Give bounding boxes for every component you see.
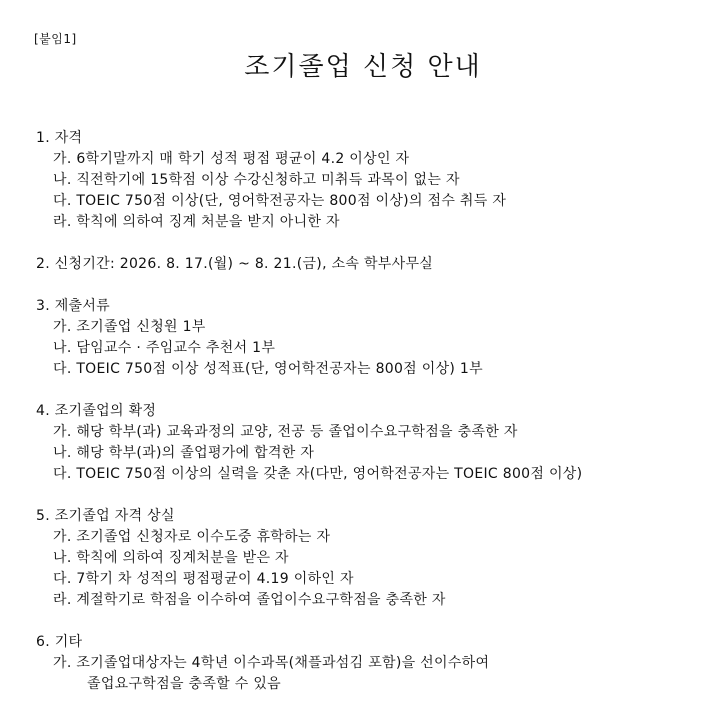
list-item: 가. 해당 학부(과) 교육과정의 교양, 전공 등 졸업이수요구학점을 충족한 자 bbox=[53, 424, 518, 440]
section-heading: 1. 자격 bbox=[36, 130, 83, 146]
section-application-period bbox=[36, 254, 716, 275]
list-item: 가. 조기졸업 신청원 1부 bbox=[53, 319, 206, 335]
list-item: 나. 학칙에 의하여 징계처분을 받은 자 bbox=[53, 550, 289, 566]
list-item: 나. 해당 학부(과)의 졸업평가에 합격한 자 bbox=[53, 445, 315, 461]
section-heading: 4. 조기졸업의 확정 bbox=[36, 403, 157, 419]
list-item: 다. 7학기 차 성적의 평점평균이 4.19 이하인 자 bbox=[53, 571, 354, 587]
attachment-label: [붙임1] bbox=[34, 32, 77, 46]
list-item: 다. TOEIC 750점 이상 성적표(단, 영어학전공자는 800점 이상) 1부 bbox=[53, 361, 483, 377]
list-item: 다. TOEIC 750점 이상의 실력을 갖춘 자(다만, 영어학전공자는 TOEIC 800점 이상) bbox=[53, 466, 583, 482]
page-title: 조기졸업 신청 안내 bbox=[244, 52, 482, 82]
list-item: 가. 조기졸업대상자는 4학년 이수과목(채플과섬김 포함)을 선이수하여 bbox=[53, 655, 490, 671]
section-qualification bbox=[36, 128, 716, 233]
list-item: 가. 조기졸업 신청자로 이수도중 휴학하는 자 bbox=[53, 529, 331, 545]
list-item-continuation: 졸업요구학점을 충족할 수 있음 bbox=[87, 676, 281, 692]
list-item: 다. TOEIC 750점 이상(단, 영어학전공자는 800점 이상)의 점수 취득 자 bbox=[53, 193, 507, 209]
section-heading: 5. 조기졸업 자격 상실 bbox=[36, 508, 175, 524]
document-body bbox=[36, 128, 716, 695]
section-heading: 2. 신청기간: 2026. 8. 17.(월) ~ 8. 21.(금), 소속 학부사무실 bbox=[36, 256, 434, 272]
section-other bbox=[36, 632, 716, 695]
list-item: 나. 직전학기에 15학점 이상 수강신청하고 미취득 과목이 없는 자 bbox=[53, 172, 460, 188]
section-heading: 6. 기타 bbox=[36, 634, 83, 650]
list-item: 라. 학칙에 의하여 징계 처분을 받지 아니한 자 bbox=[53, 214, 340, 230]
list-item: 라. 계절학기로 학점을 이수하여 졸업이수요구학점을 충족한 자 bbox=[53, 592, 446, 608]
list-item: 나. 담임교수 · 주임교수 추천서 1부 bbox=[53, 340, 276, 356]
section-confirmation bbox=[36, 401, 716, 485]
list-item: 가. 6학기말까지 매 학기 성적 평점 평균이 4.2 이상인 자 bbox=[53, 151, 410, 167]
section-documents bbox=[36, 296, 716, 380]
section-disqualification bbox=[36, 506, 716, 611]
section-heading: 3. 제출서류 bbox=[36, 298, 111, 314]
